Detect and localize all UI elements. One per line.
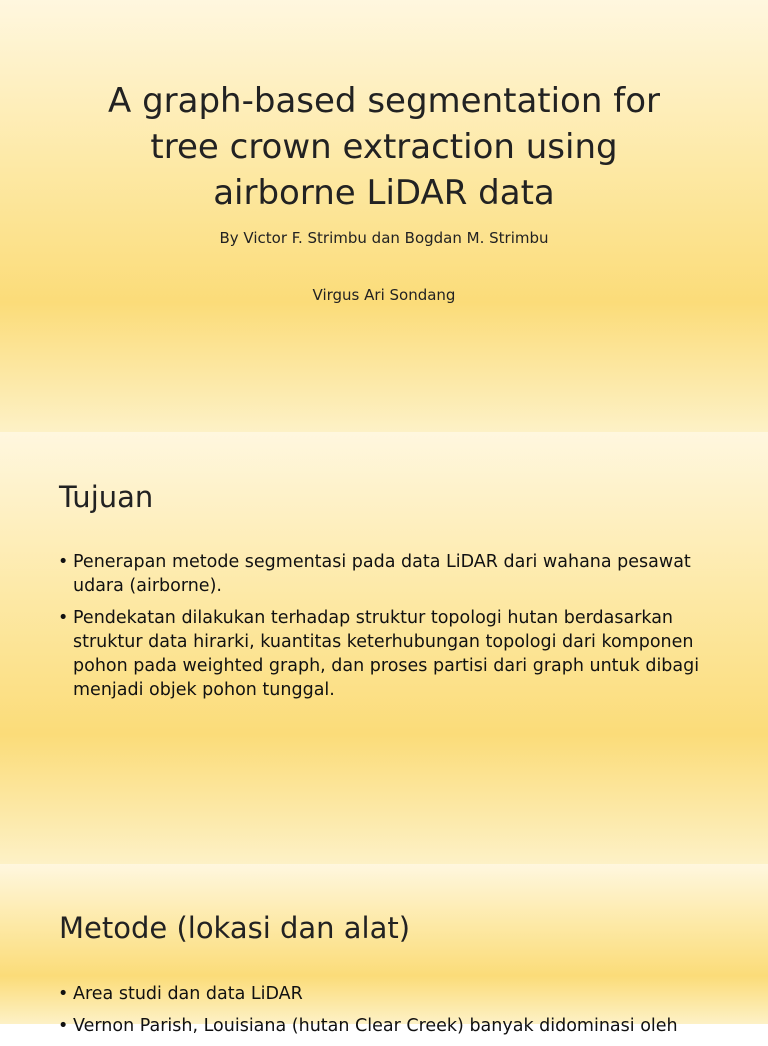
bullet-text: Pendekatan dilakukan terhadap struktur topologi hutan berdasarkan struktur data hirarki, kuantitas keterhubungan topologi dari komponen pohon pada weighted graph, dan proses partisi dari graph untuk dibagi menjadi objek pohon tunggal. (73, 608, 700, 700)
slide-metode (0, 864, 768, 1036)
bullet-text: Penerapan metode segmentasi pada data LiDAR dari wahana pesawat udara (airborne). (73, 552, 691, 596)
slide-heading: Tujuan (59, 480, 154, 514)
bullet-list (58, 982, 718, 1046)
authors-line: By Victor F. Strimbu dan Bogdan M. Strimbu (219, 229, 549, 247)
bullet-list (58, 550, 718, 710)
slide-title (0, 0, 768, 432)
presentation-title (0, 78, 768, 216)
bullet-text: Vernon Parish, Louisiana (hutan Clear Creek) banyak didominasi oleh (73, 1016, 678, 1036)
bullet-text: Area studi dan data LiDAR (73, 984, 303, 1004)
bullet-icon: • (58, 608, 69, 628)
title-line: A graph-based segmentation for (108, 81, 660, 121)
presenter-name: Virgus Ari Sondang (312, 286, 456, 304)
bullet-icon: • (58, 984, 69, 1004)
title-line: airborne LiDAR data (213, 173, 555, 213)
title-line: tree crown extraction using (150, 127, 618, 167)
bullet-icon: • (58, 1016, 69, 1036)
slide-heading: Metode (lokasi dan alat) (59, 911, 411, 945)
list-item (58, 550, 718, 598)
slide-tujuan (0, 432, 768, 864)
list-item (58, 606, 718, 702)
bullet-icon: • (58, 552, 69, 572)
list-item (58, 1014, 718, 1038)
list-item (58, 982, 718, 1006)
